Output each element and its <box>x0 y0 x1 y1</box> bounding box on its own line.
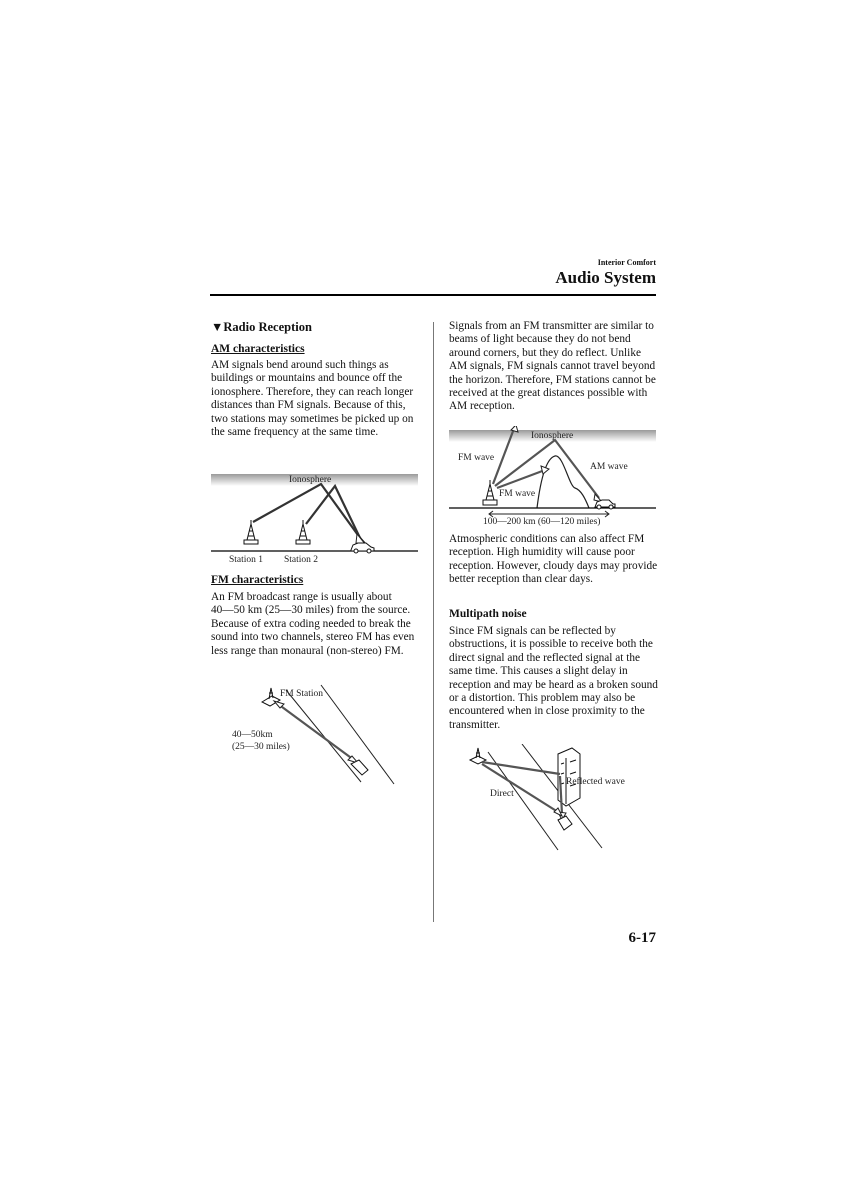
car-icon <box>351 543 374 553</box>
section-label: Interior Comfort <box>597 258 656 267</box>
distance-label: 100―200 km (60―120 miles) <box>483 517 601 527</box>
am-characteristics-title: AM characteristics <box>211 343 305 355</box>
direct-label: Direct <box>490 789 514 799</box>
am-signal-diagram <box>211 472 418 567</box>
station2-label: Station 2 <box>284 555 319 565</box>
radio-reception-heading <box>211 320 418 335</box>
fm-characteristics-title: FM characteristics <box>211 574 304 586</box>
column-divider <box>433 322 434 922</box>
fm-range-miles-label: (25―30 miles) <box>232 742 290 752</box>
multipath-diagram <box>466 744 641 854</box>
fm-intro-text: Signals from an FM transmitter are similar to beams of light because they do not bend around corners, but they do reflect. Unlike AM signals, FM signals cannot travel beyond the horizon. Therefore, FM stations cannot be received at the great distances possible with AM reception. <box>449 320 656 413</box>
triangle-marker-icon: ▼ <box>211 320 224 334</box>
transmitter-tower-icon <box>244 520 258 544</box>
ionosphere-label: Ionosphere <box>531 431 574 441</box>
multipath-title: Multipath noise <box>449 608 527 620</box>
fm-range-diagram <box>226 680 406 790</box>
am-wave-label: AM wave <box>590 462 628 472</box>
transmitter-tower-icon <box>483 480 497 505</box>
fm-wave-bottom-label: FM wave <box>499 489 536 499</box>
car-icon <box>558 816 572 830</box>
heading-text: Radio Reception <box>223 320 312 334</box>
am-characteristics-body: AM signals bend around such things as buildings or mountains and bounce off the ionosphere. Therefore, they can reach longer distances than FM signals. Because of this, two stations may sometimes be picked up on the same frequency at the same time. <box>211 359 414 439</box>
atmospheric-text: Atmospheric conditions can also affect FM reception. High humidity will cause poor reception. However, cloudy days may provide better reception than clear days. <box>449 533 658 586</box>
radio-reception-heading-block <box>211 320 418 335</box>
station1-label: Station 1 <box>229 555 264 565</box>
am-signal-arrows <box>253 484 363 542</box>
multipath-arrows <box>482 762 562 814</box>
am-characteristics-block <box>211 343 418 439</box>
multipath-body: Since FM signals can be reflected by obstructions, it is possible to receive both the direct signal and the reflected signal at the same time. This causes a slight delay in reception and may be heard as a broken sound or a distortion. This problem may also be encountered when in close proximity to the transmitter. <box>449 625 658 731</box>
fm-characteristics-block <box>211 574 418 658</box>
header-rule <box>210 294 656 296</box>
ionosphere-label: Ionosphere <box>289 475 332 485</box>
road-lines <box>286 685 394 784</box>
fm-wave-top-label: FM wave <box>458 453 495 463</box>
fm-characteristics-body: An FM broadcast range is usually about 40―50 km (25―30 miles) from the source. Because of extra coding needed to break the sound into two channels, stereo FM has even less range than monaural (non-stereo) FM. <box>211 591 415 657</box>
fm-station-label: FM Station <box>280 689 324 699</box>
page-title: Audio System <box>555 268 656 287</box>
atmospheric-block <box>449 533 659 587</box>
fm-range-km-label: 40―50km <box>232 730 273 740</box>
fm-am-wave-diagram <box>449 426 656 528</box>
mountain-shape <box>537 456 589 508</box>
fm-intro-block <box>449 320 659 414</box>
multipath-block <box>449 608 659 732</box>
transmitter-tower-icon <box>296 520 310 544</box>
page-number: 6-17 <box>628 930 656 946</box>
reflected-wave-label: Reflected wave <box>566 777 625 787</box>
